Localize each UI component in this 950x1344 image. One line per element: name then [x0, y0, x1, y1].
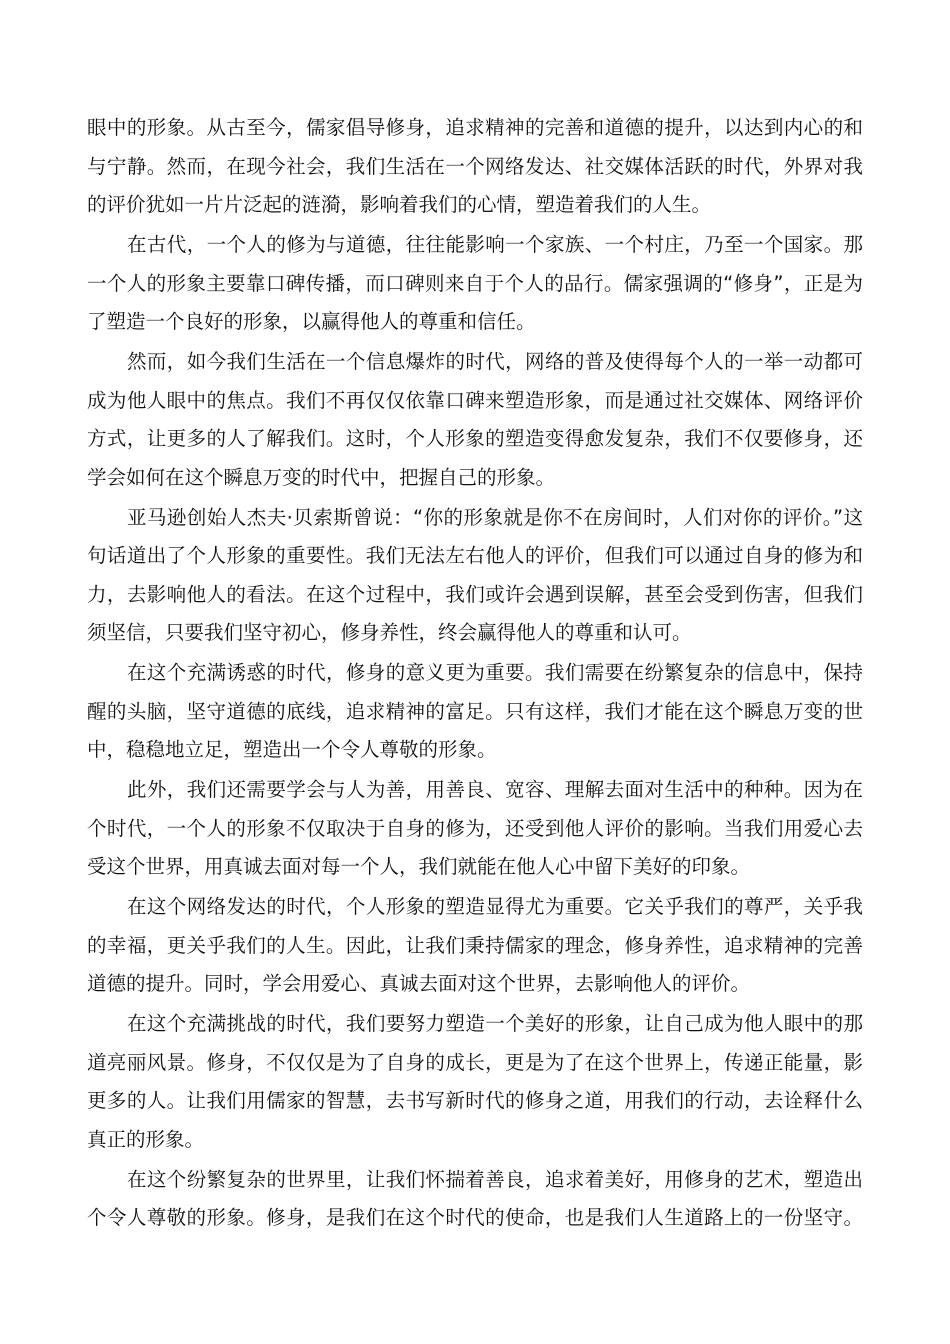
text-line: 中，稳稳地立足，塑造出一个令人尊敬的形象。 [87, 738, 497, 761]
paragraph [87, 888, 863, 1004]
paragraph [87, 226, 863, 342]
text-line: 了塑造一个良好的形象，以赢得他人的尊重和信任。 [87, 310, 536, 333]
text-line: 与宁静。然而，在现今社会，我们生活在一个网络发达、社交媒体活跃的时代，外界对我 [87, 154, 863, 178]
document-page [87, 109, 863, 1239]
paragraph [87, 343, 863, 497]
text-line: 成为他人眼中的焦点。我们不再仅仅依靠口碑来塑造形象，而是通过社交媒体、网络评价 [87, 388, 863, 412]
text-line: 更多的人。让我们用儒家的智慧，去书写新时代的修身之道，用我们的行动，去诠释什么 [87, 1089, 863, 1112]
text-line: 此外，我们还需要学会与人为善，用善良、宽容、理解去面对生活中的种种。因为在 [127, 778, 863, 801]
text-line: 在这个纷繁复杂的世界里，让我们怀揣着善良，追求着美好，用修身的艺术，塑造出 [127, 1167, 863, 1191]
text-line: 受这个世界，用真诚去面对每一个人，我们就能在他人心中留下美好的印象。 [87, 855, 751, 878]
text-line: 在这个充满诱惑的时代，修身的意义更为重要。我们需要在纷繁复杂的信息中，保持 [127, 661, 863, 684]
text-line: 个令人尊敬的形象。修身，是我们在这个时代的使命，也是我们人生道路上的一份坚守。 [87, 1206, 863, 1229]
paragraph [87, 499, 863, 653]
text-line: 在这个网络发达的时代，个人形象的塑造显得尤为重要。它关乎我们的尊严，关乎我 [127, 895, 863, 918]
text-line: 句话道出了个人形象的重要性。我们无法左右他人的评价，但我们可以通过自身的修为和 [87, 544, 863, 567]
text-line: 一个人的形象主要靠口碑传播，而口碑则来自于个人的品行。儒家强调的“修身”，正是为 [87, 271, 863, 295]
text-line: 真正的形象。 [87, 1127, 205, 1151]
text-line: 醒的头脑，坚守道德的底线，追求精神的富足。只有这样，我们才能在这个瞬息万变的世 [87, 699, 863, 723]
text-line: 的评价犹如一片片泛起的涟漪，影响着我们的心情，塑造着我们的人生。 [87, 193, 712, 216]
text-line: 道德的提升。同时，学会用爱心、真诚去面对这个世界，去影响他人的评价。 [87, 972, 751, 995]
text-line: 亚马逊创始人杰夫·贝索斯曾说：“你的形象就是你不在房间时，人们对你的评价。”这 [127, 505, 863, 529]
text-line: 道亮丽风景。修身，不仅仅是为了自身的成长，更是为了在这个世界上，传递正能量，影 [87, 1050, 863, 1074]
text-line: 力，去影响他人的看法。在这个过程中，我们或许会遇到误解，甚至会受到伤害，但我们 [87, 582, 863, 606]
text-line: 然而，如今我们生活在一个信息爆炸的时代，网络的普及使得每个人的一举一动都可 [127, 350, 863, 373]
text-line: 学会如何在这个瞬息万变的时代中，把握自己的形象。 [87, 465, 556, 489]
paragraph [87, 771, 863, 887]
paragraph [87, 109, 863, 225]
paragraph [87, 1005, 863, 1159]
text-line: 在这个充满挑战的时代，我们要努力塑造一个美好的形象，让自己成为他人眼中的那 [127, 1012, 863, 1035]
text-line: 个时代，一个人的形象不仅取决于自身的修为，还受到他人评价的影响。当我们用爱心去 [87, 816, 863, 840]
text-line: 方式，让更多的人了解我们。这时，个人形象的塑造变得愈发复杂，我们不仅要修身，还 [87, 427, 863, 450]
paragraph [87, 1161, 863, 1238]
text-line: 须坚信，只要我们坚守初心，修身养性，终会赢得他人的尊重和认可。 [87, 621, 692, 644]
text-line: 在古代，一个人的修为与道德，往往能影响一个家族、一个村庄，乃至一个国家。那 [127, 233, 863, 256]
text-line: 的幸福，更关乎我们的人生。因此，让我们秉持儒家的理念，修身养性，追求精神的完善 [87, 933, 863, 957]
paragraph [87, 654, 863, 770]
text-line: 眼中的形象。从古至今，儒家倡导修身，追求精神的完善和道德的提升，以达到内心的和 [87, 116, 863, 139]
